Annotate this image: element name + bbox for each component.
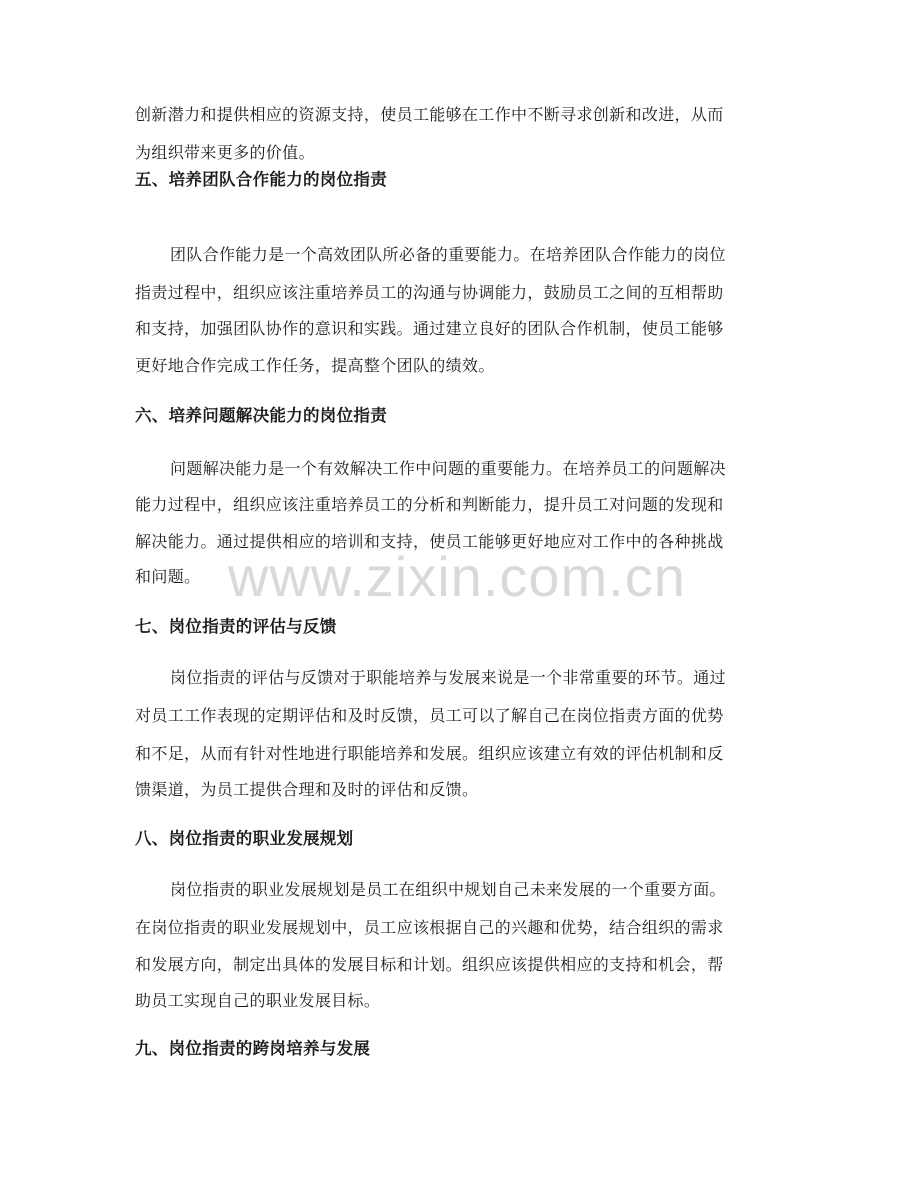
section-8-line-1: 岗位指责的职业发展规划是员工在组织中规划自己未来发展的一个重要方面。 — [170, 880, 726, 899]
section-6-line-3: 解决能力。通过提供相应的培训和支持，使员工能够更好地应对工作中的各种挑战 — [135, 532, 724, 551]
section-6-line-2: 能力过程中，组织应该注重培养员工的分析和判断能力，提升员工对问题的发现和 — [135, 495, 724, 514]
section-5-heading: 五、培养团队合作能力的岗位指责 — [135, 170, 387, 189]
section-6-line-1: 问题解决能力是一个有效解决工作中问题的重要能力。在培养员工的问题解决 — [170, 459, 726, 478]
section-8-line-4: 助员工实现自己的职业发展目标。 — [135, 991, 381, 1010]
section-5-line-4: 更好地合作完成工作任务，提高整个团队的绩效。 — [135, 356, 495, 375]
section-7-line-1: 岗位指责的评估与反馈对于职能培养与发展来说是一个非常重要的环节。通过 — [170, 668, 726, 687]
section-8-line-2: 在岗位指责的职业发展规划中，员工应该根据自己的兴趣和优势，结合组织的需求 — [135, 918, 724, 937]
section-5-line-1: 团队合作能力是一个高效团队所必备的重要能力。在培养团队合作能力的岗位 — [170, 245, 726, 264]
watermark-text: www.zixin.com.cn — [228, 545, 686, 608]
section-8-line-3: 和发展方向，制定出具体的发展目标和计划。组织应该提供相应的支持和机会，帮 — [135, 955, 724, 974]
section-9-heading: 九、岗位指责的跨岗培养与发展 — [135, 1039, 371, 1058]
section-5-line-2: 指责过程中，组织应该注重培养员工的沟通与协调能力，鼓励员工之间的互相帮助 — [135, 283, 724, 302]
section-7-line-4: 馈渠道，为员工提供合理和及时的评估和反馈。 — [135, 780, 479, 799]
section-5-line-3: 和支持，加强团队协作的意识和实践。通过建立良好的团队合作机制，使员工能够 — [135, 319, 724, 338]
section-8-heading: 八、岗位指责的职业发展规划 — [135, 829, 354, 848]
section-7-line-2: 对员工工作表现的定期评估和及时反馈，员工可以了解自己在岗位指责方面的优势 — [135, 706, 724, 725]
section-6-line-4: 和问题。 — [135, 567, 201, 586]
intro-line-1: 创新潜力和提供相应的资源支持，使员工能够在工作中不断寻求创新和改进，从而 — [135, 105, 724, 124]
intro-line-2: 为组织带来更多的价值。 — [135, 143, 315, 162]
section-7-heading: 七、岗位指责的评估与反馈 — [135, 617, 337, 636]
section-7-line-3: 和不足，从而有针对性地进行职能培养和发展。组织应该建立有效的评估机制和反 — [135, 744, 724, 763]
section-6-heading: 六、培养问题解决能力的岗位指责 — [135, 406, 387, 425]
